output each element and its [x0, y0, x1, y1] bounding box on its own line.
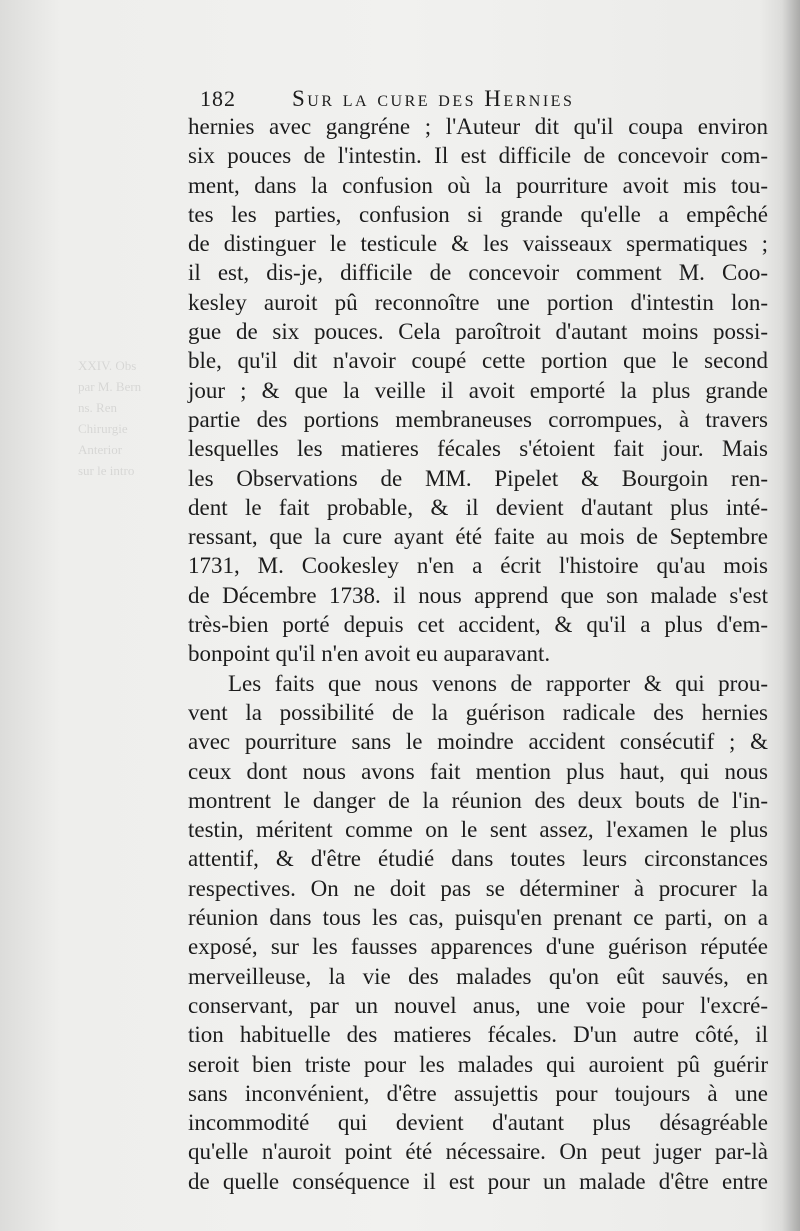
text-line: montrent le danger de la réunion des deux bouts de l'in- — [188, 787, 768, 813]
page-number: 182 — [200, 86, 236, 111]
text-line: avec pourriture sans le moindre accident consécutif ; & — [188, 729, 768, 755]
running-title: Sur la cure des Hernies — [292, 86, 575, 111]
text-line-paragraph-end: bonpoint qu'il n'en avoit eu auparavant. — [188, 641, 551, 667]
text-line: sans inconvénient, d'être assujettis pour toujours à une — [188, 1080, 768, 1106]
show-through-line: Anterior — [78, 442, 123, 457]
text-line: tes les parties, confusion si grande qu'elle a empêché — [188, 201, 768, 227]
text-line-paragraph-start: Les faits que nous venons de rapporter & qui prou- — [228, 670, 768, 696]
text-line: il est, dis-je, difficile de concevoir comment M. Coo- — [188, 260, 768, 286]
text-line: kesley auroit pû reconnoître une portion d'intestin lon- — [188, 289, 768, 315]
text-line: de distinguer le testicule & les vaisseaux spermatiques ; — [188, 231, 768, 257]
text-line: hernies avec gangréne ; l'Auteur dit qu'il coupa environ — [188, 114, 768, 139]
text-line: ble, qu'il dit n'avoir coupé cette portion que le second — [188, 348, 768, 374]
text-line: très-bien porté depuis cet accident, & qu'il a plus d'em- — [188, 612, 768, 638]
text-line: incommodité qui devient d'autant plus désagréable — [188, 1110, 768, 1136]
text-line: exposé, sur les fausses apparences d'une guérison réputée — [188, 934, 768, 960]
text-line: gue de six pouces. Cela paroîtroit d'autant moins possi- — [188, 319, 768, 345]
text-line: partie des portions membraneuses corrompues, à travers — [188, 406, 768, 432]
gutter-shadow — [782, 0, 800, 1231]
show-through-line: sur le intro — [78, 463, 135, 478]
text-line: conservant, par un nouvel anus, une voie pour l'excré- — [188, 992, 768, 1018]
text-line: merveilleuse, la vie des malades qu'on eût sauvés, en — [188, 963, 768, 989]
text-line: les Observations de MM. Pipelet & Bourgoin ren- — [188, 465, 768, 491]
show-through-line: par M. Bern — [78, 379, 142, 394]
text-line: qu'elle n'auroit point été nécessaire. On peut juger par-là — [188, 1139, 768, 1165]
text-line: tion habituelle des matieres fécales. D'un autre côté, il — [188, 1022, 768, 1048]
text-line: attentif, & d'être étudié dans toutes leurs circonstances — [188, 846, 768, 872]
text-line: dent le fait probable, & il devient d'autant plus inté- — [188, 494, 768, 520]
text-line: seroit bien triste pour les malades qui auroient pû guérir — [188, 1051, 768, 1077]
show-through-line: Chirurgie — [78, 421, 128, 436]
show-through-line: XXIV. Obs — [78, 358, 137, 373]
text-line: de Décembre 1738. il nous apprend que son malade s'est — [188, 582, 768, 608]
show-through-text — [78, 355, 158, 481]
text-line: six pouces de l'intestin. Il est difficile de concevoir com- — [188, 143, 768, 169]
text-line: jour ; & que la veille il avoit emporté la plus grande — [188, 377, 768, 403]
text-line: testin, méritent comme on le sent assez, l'examen le plus — [188, 817, 768, 843]
text-line: ceux dont nous avons fait mention plus haut, qui nous — [188, 758, 768, 784]
text-line: 1731, M. Cookesley n'en a écrit l'histoire qu'au mois — [188, 553, 768, 579]
body-text — [188, 112, 768, 1196]
text-line: lesquelles les matieres fécales s'étoient fait jour. Mais — [188, 436, 768, 462]
text-line: respectives. On ne doit pas se déterminer à procurer la — [188, 875, 768, 901]
text-line: ment, dans la confusion où la pourriture avoit mis tou- — [188, 172, 768, 198]
text-line: vent la possibilité de la guérison radicale des hernies — [188, 699, 768, 725]
text-line: réunion dans tous les cas, puisqu'en prenant ce parti, on a — [188, 905, 768, 931]
text-line: ressant, que la cure ayant été faite au mois de Septembre — [188, 524, 768, 550]
text-line: de quelle conséquence il est pour un malade d'être entre — [188, 1168, 768, 1194]
show-through-line: ns. Ren — [78, 400, 117, 415]
